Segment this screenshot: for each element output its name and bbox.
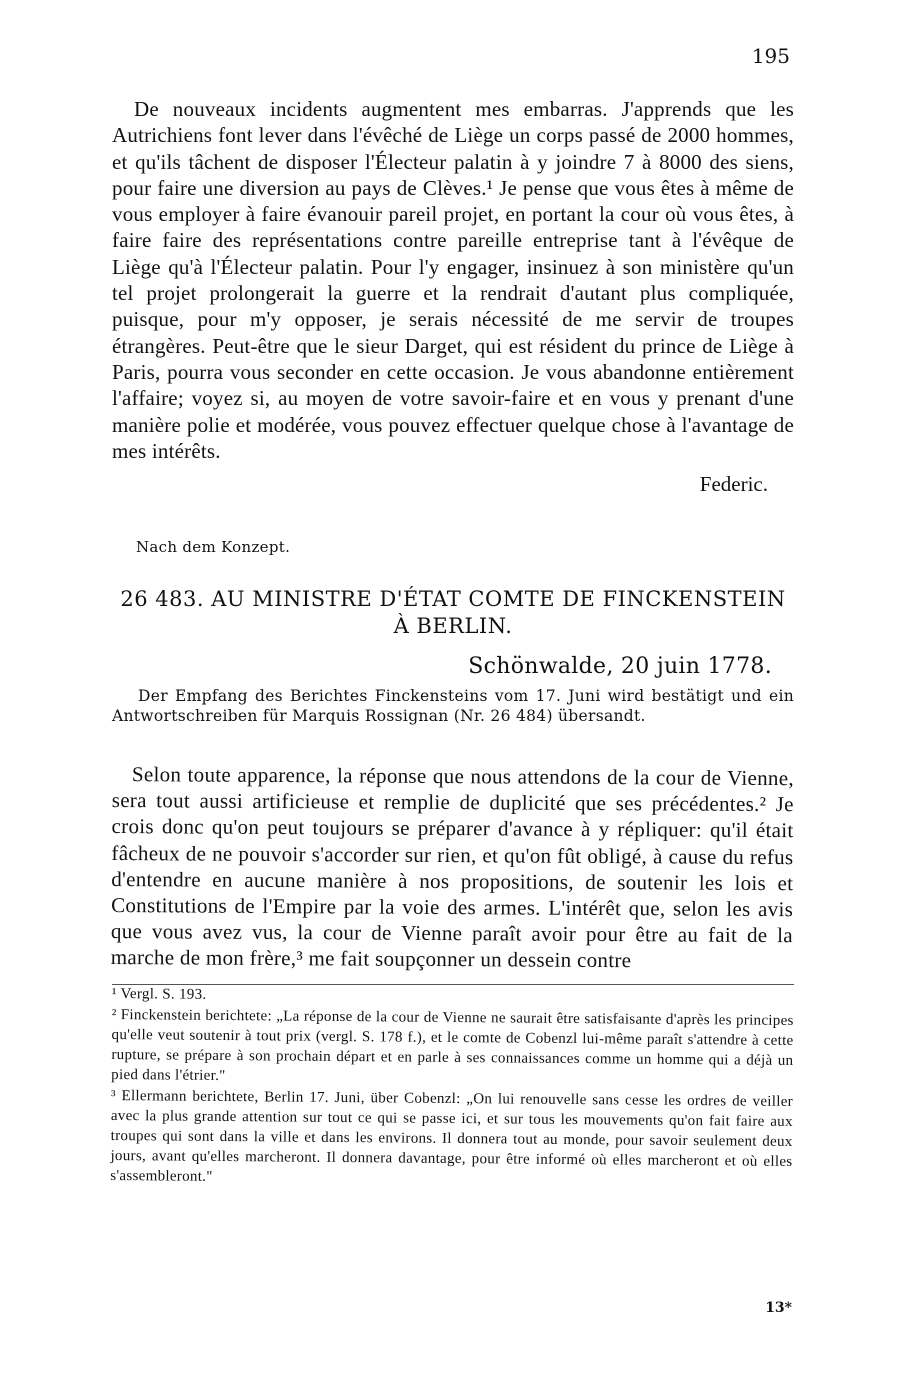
printer-signature-mark: 13* (765, 1300, 792, 1316)
footnotes (110, 984, 794, 1193)
footnote-2: ² Finckenstein berichtete: „La réponse de la cour de Vienne ne saurait être satisfaisante d'après les principes qu'elle veut soutenir à tout prix (vergl. S. 178 f.), et le comte de Cobenzl lui-même paraît s'attendre à cette rupture, se prépare à son prochain départ et en parle à ses connaissances comme un homme qui a déjà un pied dans l'étrier." (111, 1006, 794, 1084)
main-paragraph: Selon toute apparence, la réponse que nous attendons de la cour de Vienne, sera tout aussi artificieuse et remplie de duplicité que ses précédentes.² Je crois donc qu'on peut toujours se préparer d'avance à y répliquer: qu'il était fâcheux de ne pouvoir s'accorder sur rien, et qu'on fût obligé, à cause du refus d'entendre en aucune manière à nos propositions, de soutenir les lois et Constitutions de l'Empire par la voie des armes. L'intérêt que, selon les avis que vous avez vus, la cour de Vienne paraît avoir pour être au fait de la marche de mon frère,³ me fait soupçonner un dessein contre (110, 762, 794, 973)
place-date: Schönwalde, 20 juin 1778. (468, 654, 772, 679)
footnote-3: ³ Ellermann berichtete, Berlin 17. Juni, über Cobenzl: „On lui renouvelle sans cesse les ordres de veiller avec la plus grande attention sur tout ce qui se passe ici, et sur tous les mouvements qu'on fait faire aux troupes qui sont dans la ville et dans les environs. Il donnera tout au monde, pour savoir seulement deux jours, avant qu'elles marcheront. Il donnera davantage, pour être informé où elles marcheront et où elles s'assembleront." (110, 1087, 794, 1185)
document-summary: Der Empfang des Berichtes Finckensteins vom 17. Juni wird bestätigt und ein Antwortschreiben für Marquis Rossignan (Nr. 26 484) übersandt. (112, 687, 794, 725)
footnote-1: ¹ Vergl. S. 193. (111, 985, 207, 1003)
signature: Federic. (699, 472, 768, 497)
document-heading: 26 483. AU MINISTRE D'ÉTAT COMTE DE FINCKENSTEIN À BERLIN. (120, 587, 786, 638)
letter-paragraph: De nouveaux incidents augmentent mes embarras. J'apprends que les Autrichiens font lever dans l'évêché de Liège un corps passé de 2000 hommes, et qu'ils tâchent de disposer l'Électeur palatin à y joindre 7 à 8000 des siens, pour faire une diversion au pays de Clèves.¹ Je pense que vous êtes à même de vous employer à faire évanouir pareil projet, en portant la cour où vous êtes, à faire faire des représentations contre pareille entreprise tant à l'évêque de Liège qu'à l'Électeur palatin. Pour l'y engager, insinuez à son ministère qu'un tel projet prolongerait la guerre et la rendrait d'autant plus compliquée, puisque, pour m'y opposer, je serais nécessité de me servir de troupes étrangères. Peut-être que le sieur Darget, qui est résident du prince de Liège à Paris, pourra vous seconder en cette occasion. Je vous abandonne entièrement l'affaire; voyez si, au moyen de votre savoir-faire et en vous y prenant d'une manière polie et modérée, vous pouvez effectuer quelque chose à l'avantage de mes intérêts. (112, 97, 794, 463)
letter-body (112, 96, 794, 497)
source-note: Nach dem Konzept. (136, 538, 291, 556)
page-number: 195 (751, 44, 790, 68)
